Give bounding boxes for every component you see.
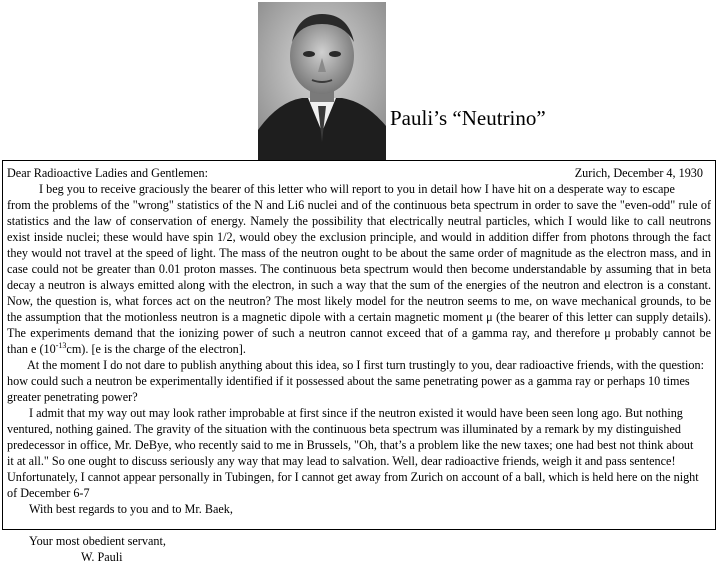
letter-date: Zurich, December 4, 1930 [574,166,703,180]
letter-line: it at all." So one ought to discuss seriously any way that may lead to salvation. Well, dear radioactive friends, weigh it and pass sentence! [7,454,676,468]
letter-body [2,160,716,564]
letter-line: greater penetrating power? [7,390,138,404]
letter-line: I beg you to receive graciously the bearer of this letter who will report to you in detail how I have hit on a desperate way to escape [39,182,675,196]
letter-line: ventured, nothing gained. The gravity of the situation with the continuous beta spectrum was illuminated by a remark by my distinguished [7,422,682,436]
letter-line: case could not be greater than 0.01 proton masses. The continuous beta spectrum would then become understandable by assuming that in beta [7,262,711,276]
letter-line: With best regards to you and to Mr. Baek, [29,502,233,516]
letter-line: the assumption that the motionless neutron is a magnetic dipole with a certain magnetic moment μ (the bearer of this letter can supply details). [7,310,711,324]
letter-line: of December 6-7 [7,486,90,500]
letter-line: from the problems of the "wrong" statistics of the N and Li6 nuclei and of the continuous beta spectrum in order to save the "even-odd" rule of [7,198,711,212]
salutation: Dear Radioactive Ladies and Gentlemen: [7,166,209,180]
closing: Your most obedient servant, [29,534,166,548]
letter-line: how could such a neutron be experimentally identified if it possessed about the same penetrating power as a gamma ray or perhaps 10 times [7,374,690,388]
letter-line: At the moment I do not dare to publish anything about this idea, so I first turn trustingly to you, dear radioactive friends, with the question: [27,358,704,372]
letter-line: I admit that my way out may look rather improbable at first since if the neutron existed it would have been seen long ago. But nothing [29,406,683,420]
letter-line: exist inside nuclei; these would have spin 1/2, would obey the exclusion principle, and would in addition differ from photons through the fact [7,230,711,244]
portrait-photo-icon [258,2,386,161]
exponent: -13 [55,341,67,350]
letter-line: predecessor in office, Mr. DeBye, who recently said to me in Brussels, "Oh, that’s a problem like the new taxes; one had best not think about [7,438,694,452]
line-part: than e (10 [7,342,56,356]
letter-line: they would not travel at the speed of light. The mass of the neutron ought to be about the same order of magnitude as the electron mass, and in [7,246,711,260]
letter-line: Unfortunately, I cannot appear personally in Tubingen, for I cannot get away from Zurich on account of a ball, which is held here on the night [7,470,699,484]
signature: W. Pauli [81,550,123,564]
letter-line: Now, the question is, what forces act on the neutron? The most likely model for the neutron seems to me, on wave mechanical grounds, to be [7,294,711,308]
spacer [7,517,711,533]
page-title: Pauli’s “Neutrino” [390,106,546,130]
letter-line: decay a neutron is always emitted along with the electron, in such a way that the sum of the energies of the neutron and electron is a constant. [7,278,711,292]
letter-line: The experiments demand that the ionizing power of such a neutron cannot exceed that of a gamma ray, and therefore μ probably cannot be [7,326,711,340]
letter-line [7,341,711,357]
letter-header [7,165,711,181]
letter-line: statistics and the law of conservation of energy. Namely the possibility that electrically neutral particles, which I would like to call neutrons [7,214,711,228]
line-part: cm). [e is the charge of the electron]. [66,342,246,356]
